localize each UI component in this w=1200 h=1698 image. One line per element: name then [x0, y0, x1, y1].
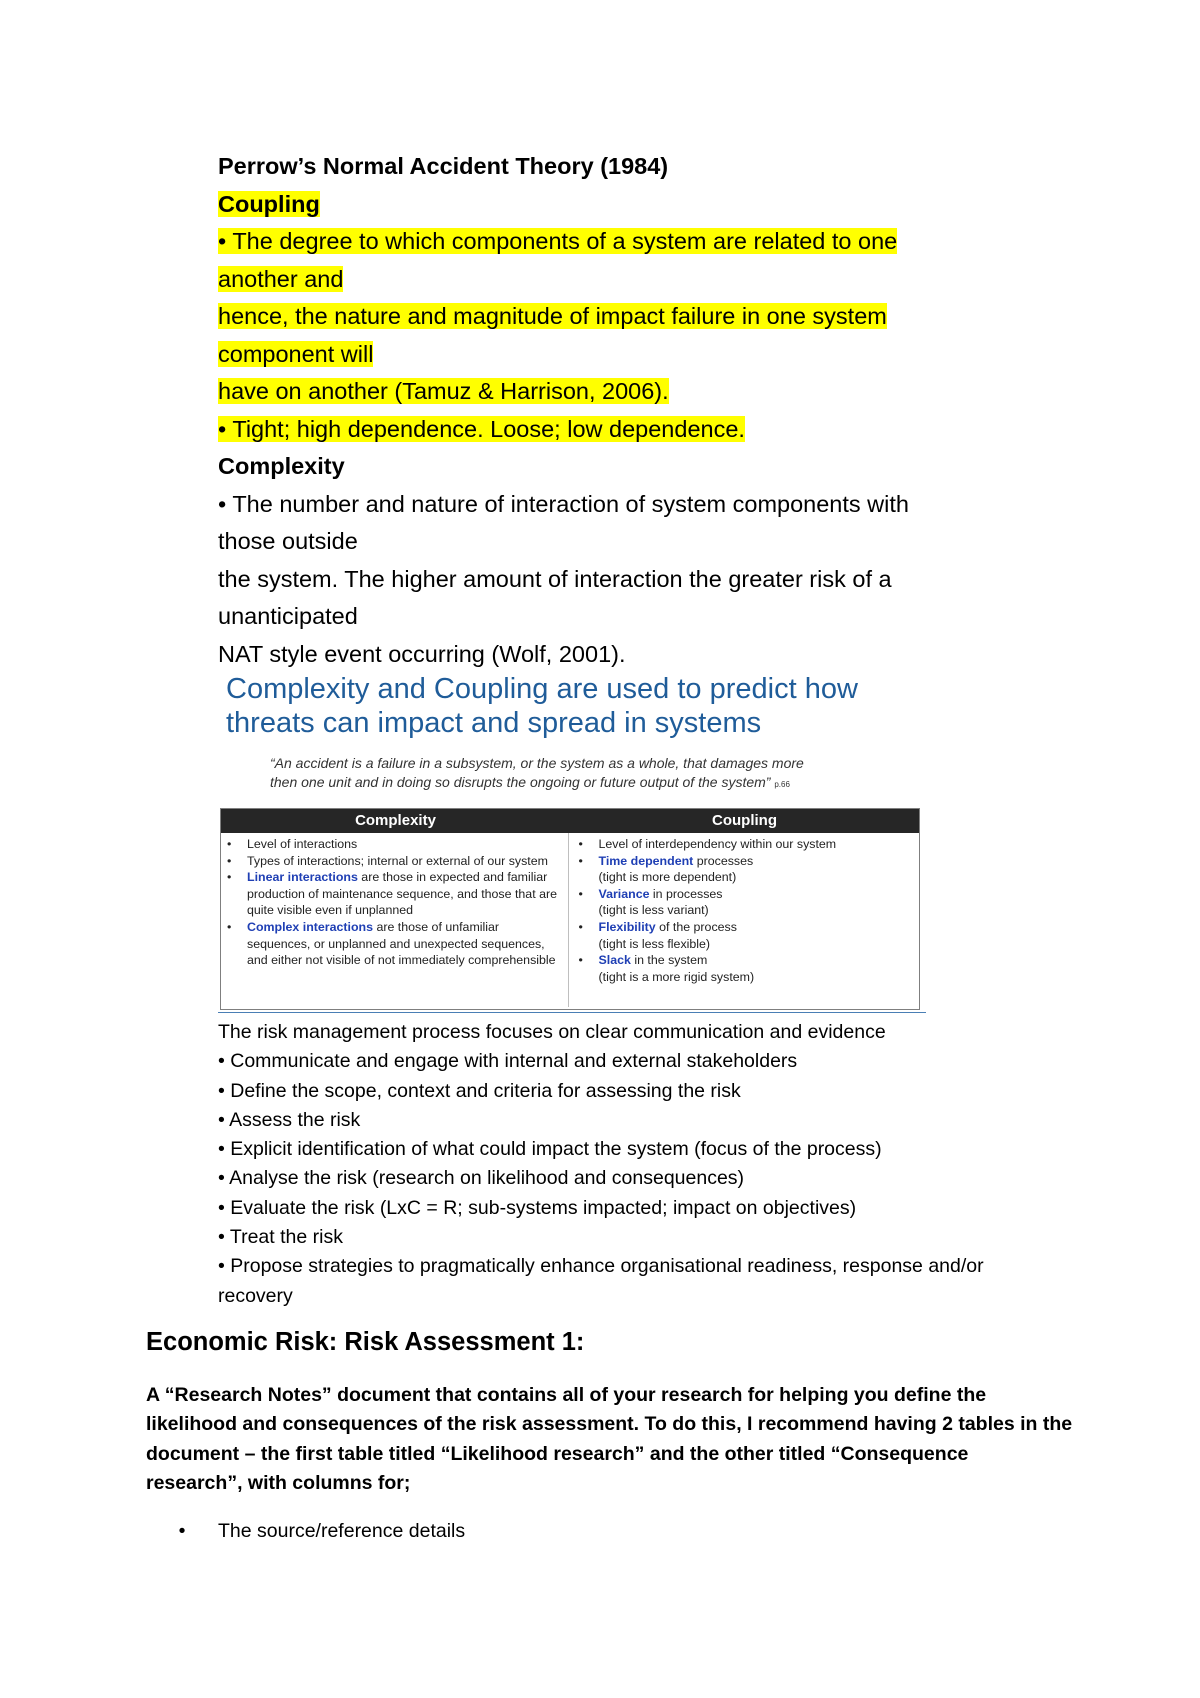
coupling-line: have on another (Tamuz & Harrison, 2006). [218, 378, 669, 404]
complexity-heading: Complexity [218, 453, 345, 479]
coupling-line: another and [218, 265, 344, 292]
list-item [146, 1517, 465, 1546]
coupling-column [568, 833, 920, 1007]
text-line: • Define the scope, context and criteria for assessing the risk [218, 1079, 741, 1102]
list-item: • Variance in processes (tight is less variant) [578, 886, 723, 918]
complexity-coupling-table [220, 808, 920, 1010]
complexity-line: those outside [218, 528, 358, 554]
embedded-slide-image [218, 672, 926, 1015]
perrow-section [218, 148, 1018, 673]
list-item: • Flexibility of the process (tight is less flexible) [578, 919, 737, 951]
text-line: • Explicit identification of what could impact the system (focus of the process) [218, 1138, 882, 1161]
coupling-line: hence, the nature and magnitude of impact failure in one system [218, 303, 887, 329]
coupling-line: • The degree to which components of a system are related to one [218, 228, 898, 254]
complexity-line: NAT style event occurring (Wolf, 2001). [218, 640, 626, 667]
column-header-complexity: Complexity [355, 812, 436, 829]
paragraph-line: likelihood and consequences of the risk assessment. To do this, I recommend having 2 tables in the [146, 1413, 1073, 1436]
paragraph-line: research”, with columns for; [146, 1471, 411, 1494]
risk-process-section [218, 1018, 1048, 1311]
list-item: • Level of interactions [227, 837, 358, 851]
slide-title: Complexity and Coupling are used to predict how threats can impact and spread in systems [226, 673, 858, 739]
section-title: Perrow’s Normal Accident Theory (1984) [218, 153, 669, 179]
text-line: The risk management process focuses on clear communication and evidence [218, 1021, 886, 1043]
text-line: • Evaluate the risk (LxC = R; sub-systems impacted; impact on objectives) [218, 1196, 857, 1219]
bullet-list [146, 1517, 465, 1546]
complexity-line: the system. The higher amount of interaction the greater risk of a [218, 565, 892, 592]
list-item: • Level of interdependency within our system [578, 837, 837, 851]
column-header-coupling: Coupling [712, 812, 777, 829]
text-line: • Assess the risk [218, 1108, 361, 1131]
coupling-line: • Tight; high dependence. Loose; low dependence. [218, 415, 745, 442]
paragraph-line: A “Research Notes” document that contains all of your research for helping you define the [146, 1384, 987, 1406]
list-item: • Slack in the system (tight is a more rigid system) [578, 953, 755, 984]
slide-quote-text: “An accident is a failure in a subsystem, or the system as a whole, that damages more then one unit and in doing so disrupts the ongoing or future output of the system” [270, 755, 804, 790]
slide-quote [270, 754, 910, 794]
list-item: • Types of interactions; internal or external of our system [227, 853, 548, 868]
list-item: • Time dependent processes (tight is more dependent) [578, 853, 754, 885]
text-line: • Analyse the risk (research on likelihood and consequences) [218, 1167, 745, 1190]
complexity-column [221, 833, 568, 1007]
divider [218, 1012, 926, 1013]
complexity-line: • The number and nature of interaction of system components with [218, 490, 909, 517]
text-line: recovery [218, 1284, 293, 1307]
text-line: • Propose strategies to pragmatically enhance organisational readiness, response and/or [218, 1255, 984, 1278]
slide-quote-ref: p.66 [774, 780, 790, 789]
complexity-line: unanticipated [218, 603, 358, 629]
economic-risk-heading: Economic Risk: Risk Assessment 1: [146, 1328, 585, 1356]
list-item: • Complex interactions are those of unfamiliar sequences, or unplanned and unexpected sequences, and either not visible of not immediately comprehensible [227, 919, 556, 968]
text-line: • Treat the risk [218, 1226, 343, 1249]
table-header [221, 809, 919, 833]
text-line: • Communicate and engage with internal and external stakeholders [218, 1050, 798, 1073]
coupling-line: component will [218, 340, 374, 367]
bullet-icon: • [178, 1520, 186, 1542]
list-item-text: The source/reference details [218, 1520, 466, 1542]
list-item: • Linear interactions are those in expected and familiar production of maintenance sequence, and those that are quite visible even if unplanned [227, 870, 557, 918]
paragraph-line: document – the first table titled “Likelihood research” and the other titled “Consequence [146, 1442, 969, 1465]
coupling-heading: Coupling [218, 190, 320, 217]
research-notes-paragraph [146, 1381, 1073, 1498]
